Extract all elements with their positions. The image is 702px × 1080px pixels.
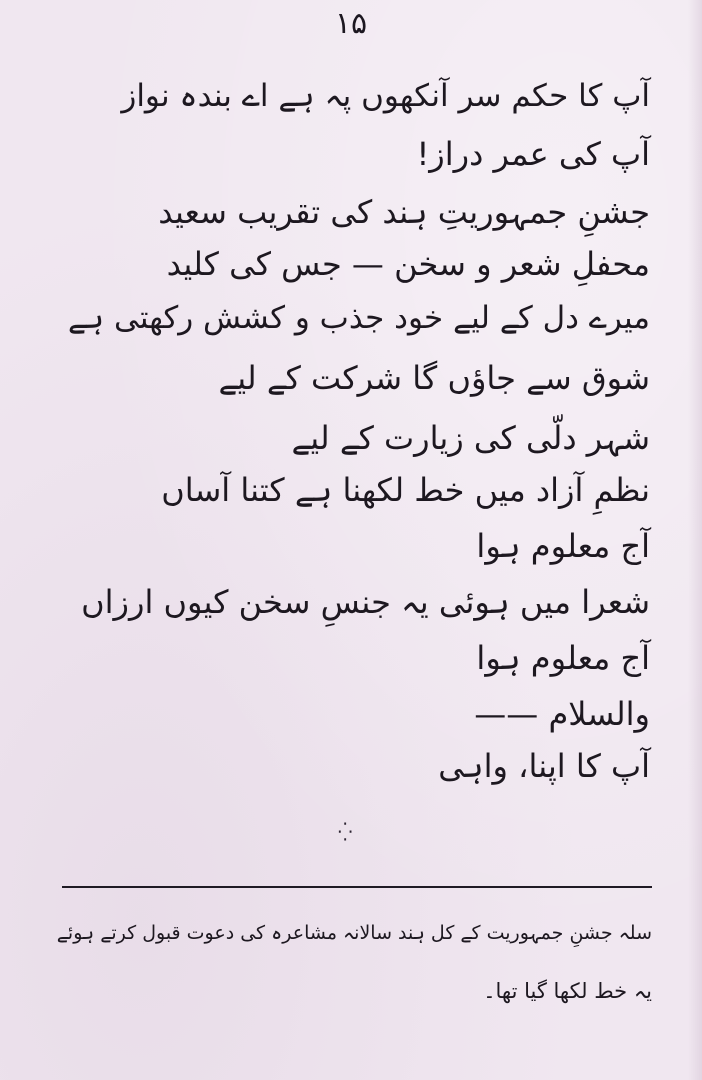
poem-line: شعرا میں ہوئی یہ جنسِ سخن کیوں ارزاں <box>81 583 650 621</box>
poem-line: آج معلوم ہوا <box>476 639 650 677</box>
section-separator-icon: ⁛ <box>338 822 353 843</box>
poem-line: شہر دلّی کی زیارت کے لیے <box>291 419 650 457</box>
poem-line: آپ کی عمر دراز! <box>416 135 650 173</box>
poem-line: محفلِ شعر و سخن — جس کی کلید <box>166 245 650 283</box>
poem-line: نظمِ آزاد میں خط لکھنا ہے کتنا آساں <box>161 471 650 509</box>
poem-line: والسلام —— <box>474 695 650 733</box>
footnote-line: یہ خط لکھا گیا تھا۔ <box>483 979 652 1003</box>
footnote-line: سلہ جشنِ جمہوریت کے کل ہند سالانہ مشاعرہ کی دعوت قبول کرتے ہوئے <box>56 922 652 944</box>
poem-line: میرے دل کے لیے خود جذب و کشش رکھتی ہے <box>67 300 650 336</box>
page-number: ١۵ <box>334 6 368 41</box>
poem-line: آج معلوم ہوا <box>476 527 650 565</box>
footnote-divider <box>62 886 652 888</box>
poem-line: آپ کا حکم سر آنکھوں پہ ہے اے بندہ نواز <box>121 78 650 114</box>
poem-line: شوق سے جاؤں گا شرکت کے لیے <box>218 359 650 397</box>
poem-line: جشنِ جمہوریتِ ہند کی تقریب سعید <box>158 193 650 231</box>
poem-line: آپ کا اپنا، واہی <box>438 747 650 785</box>
